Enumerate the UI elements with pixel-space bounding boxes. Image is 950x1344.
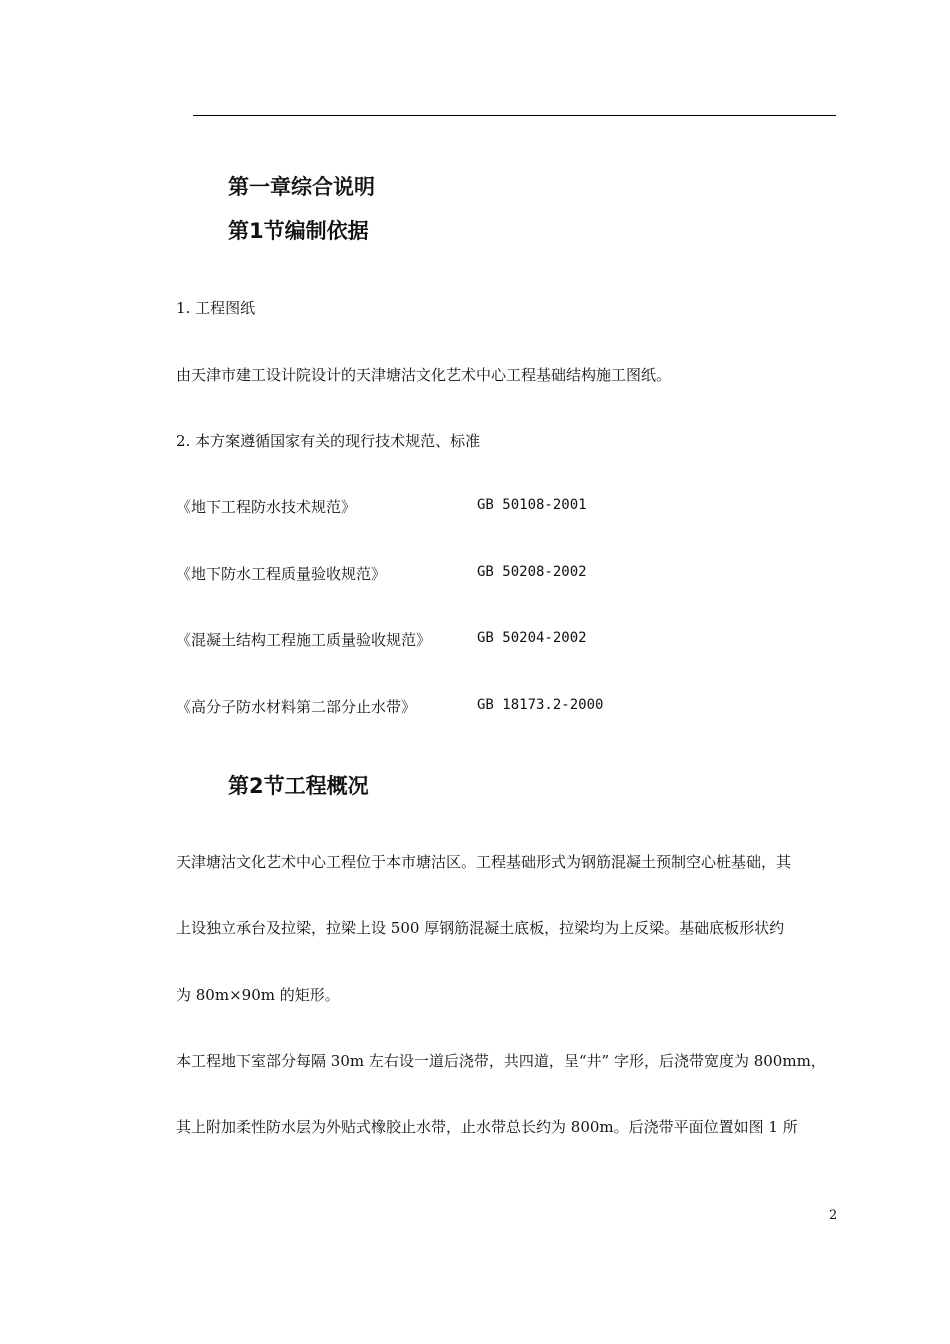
chapter-title: 第一章综合说明 [228, 175, 375, 199]
page-number: 2 [829, 1208, 838, 1223]
reference-code: GB 50204-2002 [477, 630, 587, 646]
item1-label: 1. 工程图纸 [176, 299, 256, 317]
reference-code: GB 50208-2002 [477, 564, 587, 580]
body-line: 本工程地下室部分每隔 30m 左右设一道后浇带，共四道，呈“井” 字形，后浇带宽度为 800mm， [176, 1052, 826, 1070]
body-line: 其上附加柔性防水层为外贴式橡胶止水带，止水带总长约为 800m。后浇带平面位置如图 1 所 [176, 1118, 798, 1136]
body-line: 上设独立承台及拉梁，拉梁上设 500 厚钢筋混凝土底板，拉梁均为上反梁。基础底板形状约 [176, 919, 785, 937]
header-rule [193, 115, 836, 116]
reference-title: 《混凝土结构工程施工质量验收规范》 [176, 631, 432, 649]
item1-text: 由天津市建工设计院设计的天津塘沽文化艺术中心工程基础结构施工图纸。 [176, 366, 672, 384]
reference-title: 《地下工程防水技术规范》 [176, 498, 357, 516]
section1-title: 第1节编制依据 [228, 219, 369, 243]
reference-title: 《高分子防水材料第二部分止水带》 [176, 698, 417, 716]
body-line: 天津塘沽文化艺术中心工程位于本市塘沽区。工程基础形式为钢筋混凝土预制空心桩基础，其 [176, 853, 792, 871]
reference-code: GB 50108-2001 [477, 497, 587, 513]
reference-title: 《地下防水工程质量验收规范》 [176, 565, 387, 583]
body-line: 为 80m×90m 的矩形。 [176, 986, 340, 1004]
item2-label: 2. 本方案遵循国家有关的现行技术规范、标准 [176, 432, 481, 450]
reference-code: GB 18173.2-2000 [477, 697, 604, 713]
section2-title: 第2节工程概况 [228, 774, 369, 798]
